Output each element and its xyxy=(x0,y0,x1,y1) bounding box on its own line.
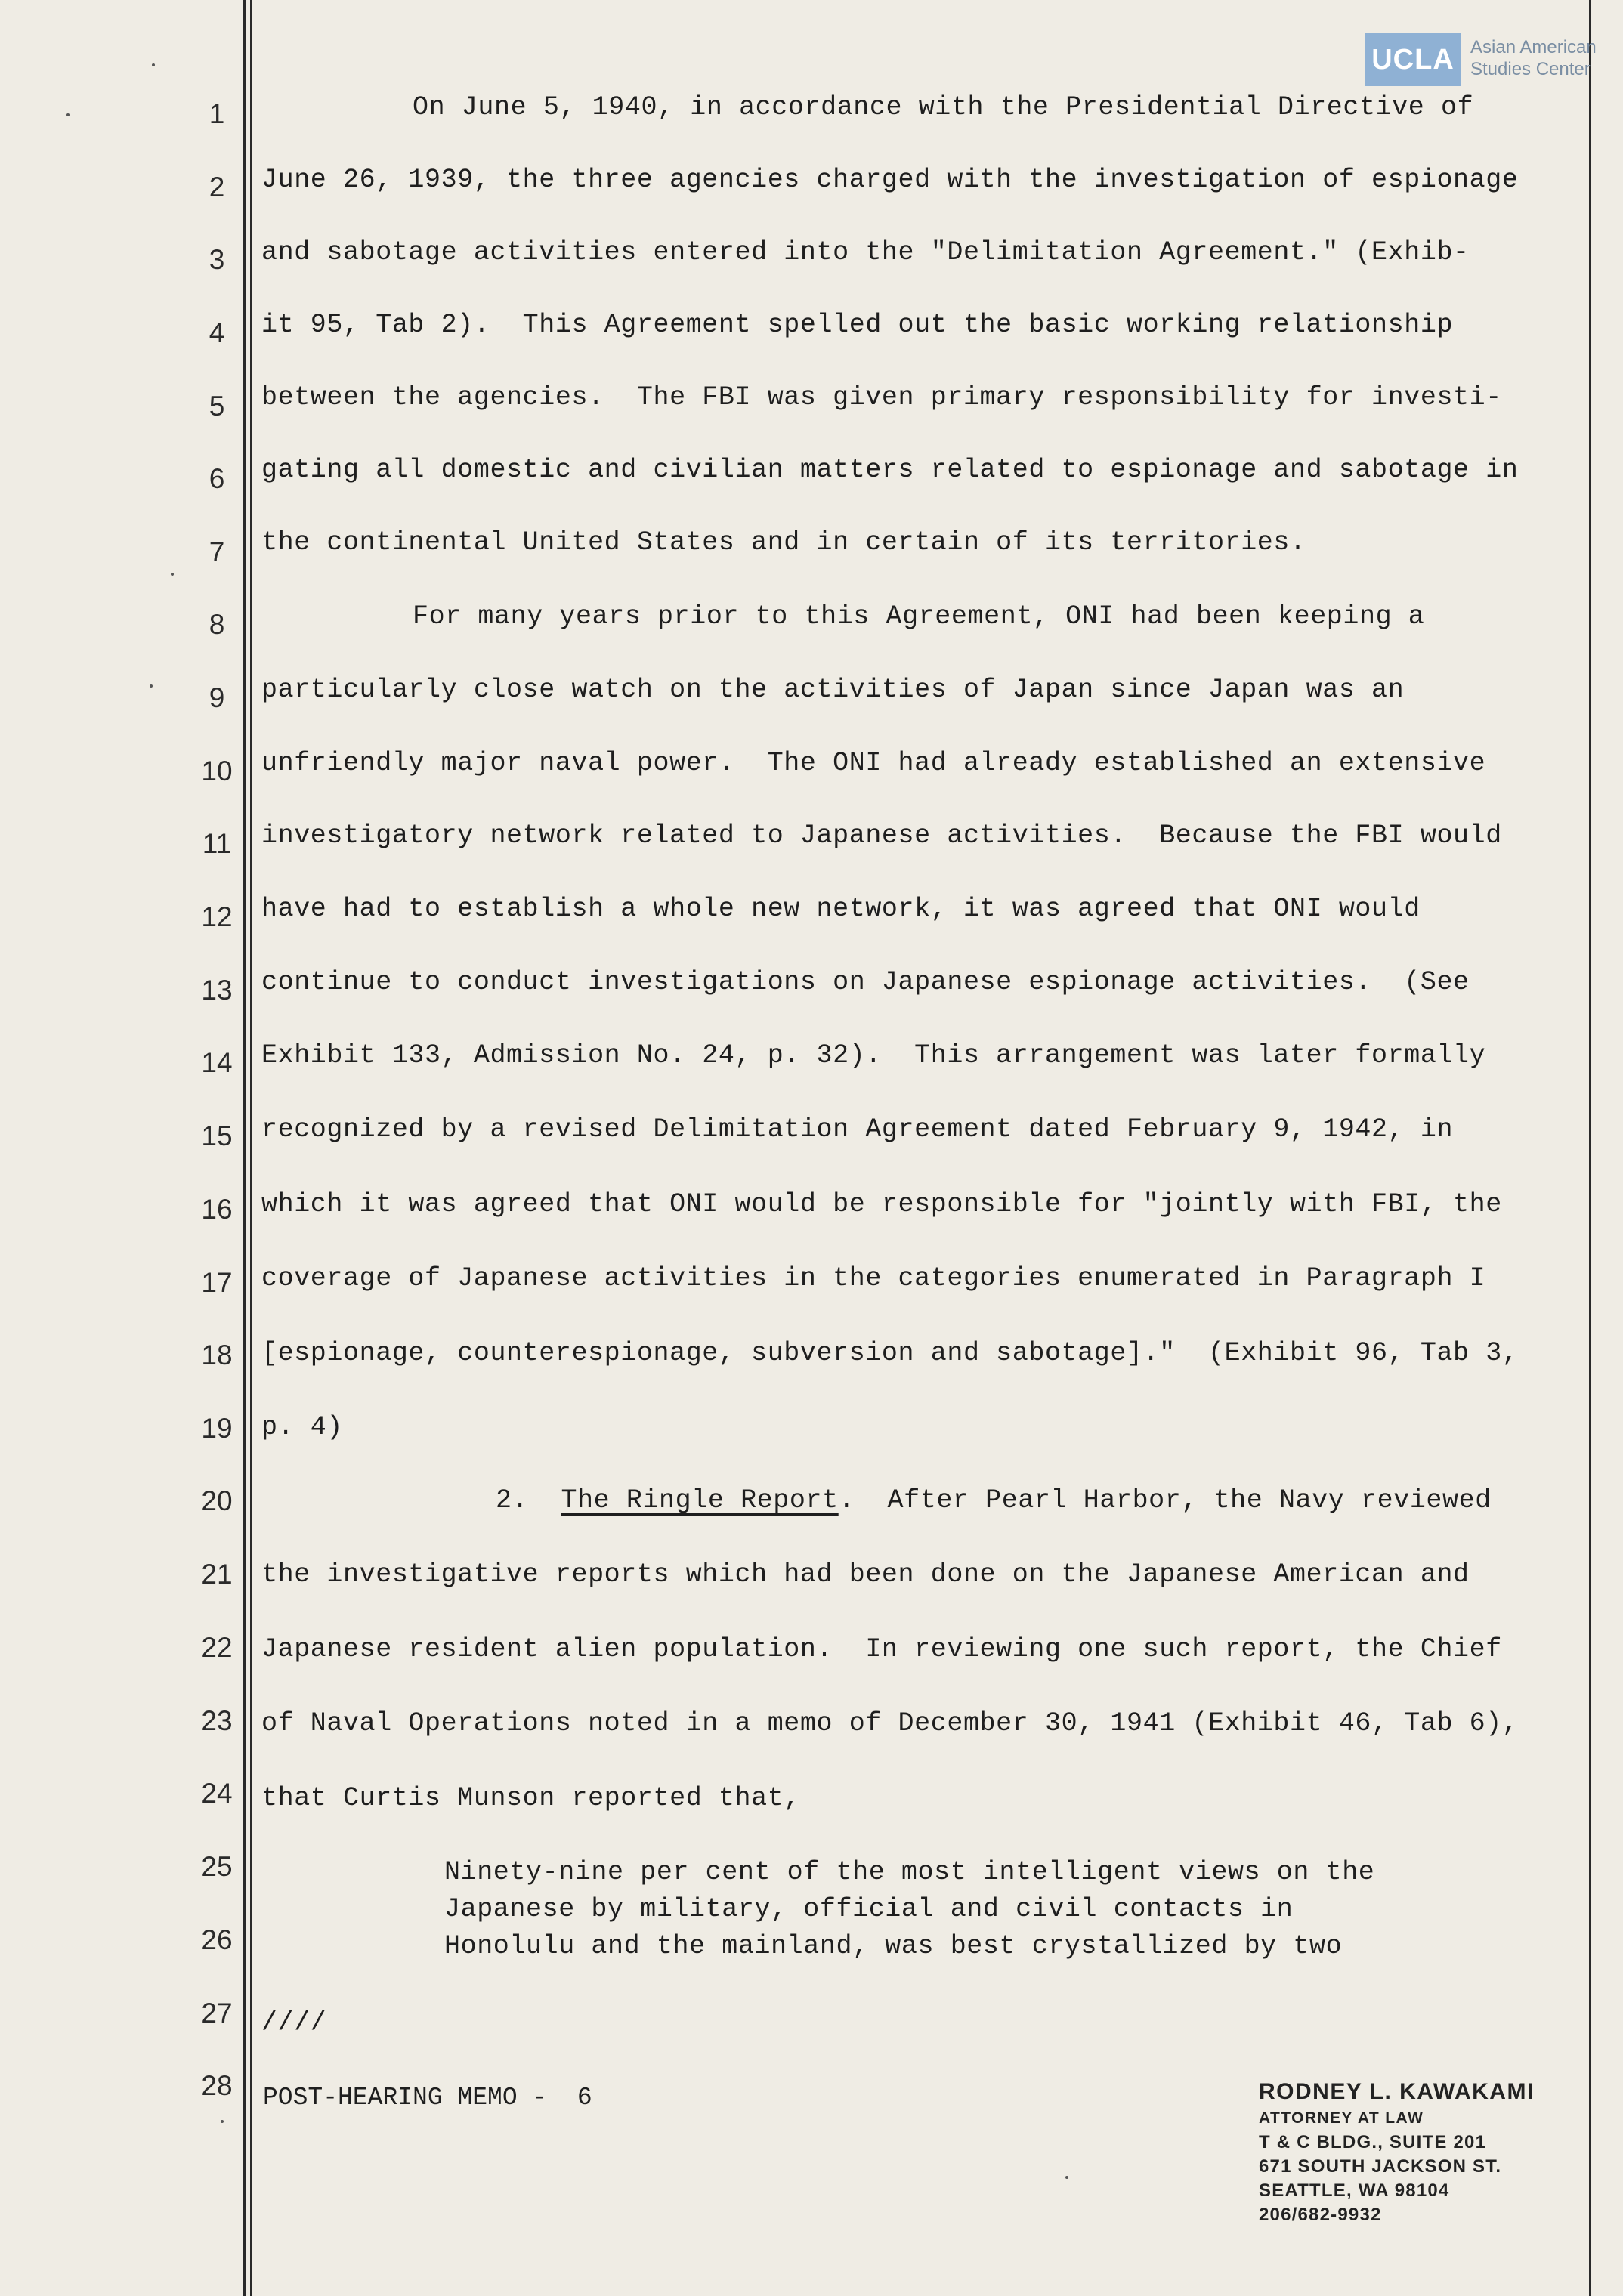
left-margin-rule-outer xyxy=(243,0,246,2296)
line-number: 16 xyxy=(201,1194,233,1225)
body-line: of Naval Operations noted in a memo of December 30, 1941 (Exhibit 46, Tab 6), xyxy=(261,1708,1519,1738)
ucla-aasc-watermark-logo xyxy=(1365,33,1597,86)
body-line: p. 4) xyxy=(261,1412,344,1442)
section-heading-rest: . After Pearl Harbor, the Navy reviewed xyxy=(838,1485,1492,1516)
body-line: have had to establish a whole new network, it was agreed that ONI would xyxy=(261,894,1421,924)
body-line: and sabotage activities entered into the "Delimitation Agreement." (Exhib- xyxy=(261,237,1470,267)
scan-speck xyxy=(171,573,174,576)
line-number: 18 xyxy=(201,1340,233,1370)
line-number: 19 xyxy=(201,1413,233,1444)
line-number: 22 xyxy=(201,1632,233,1663)
line-number: 15 xyxy=(201,1120,233,1151)
line-number: 25 xyxy=(201,1851,233,1882)
body-line: June 26, 1939, the three agencies charged with the investigation of espionage xyxy=(261,165,1519,195)
block-quote-line: Japanese by military, official and civil contacts in xyxy=(444,1894,1294,1924)
block-quote-line: Honolulu and the mainland, was best crystallized by two xyxy=(444,1931,1343,1961)
line-number: 17 xyxy=(201,1267,233,1298)
body-line: investigatory network related to Japanese activities. Because the FBI would xyxy=(261,820,1502,851)
section-number: 2. xyxy=(496,1485,529,1516)
logo-caption-line-2: Studies Center xyxy=(1470,59,1591,79)
line-number: 7 xyxy=(209,536,225,567)
logo-caption xyxy=(1470,36,1599,80)
body-line: coverage of Japanese activities in the categories enumerated in Paragraph I xyxy=(261,1263,1486,1293)
scan-speck xyxy=(152,63,155,66)
line-number: 28 xyxy=(201,2070,233,2101)
address-line: 671 SOUTH JACKSON ST. xyxy=(1259,2156,1502,2177)
body-line: [espionage, counterespionage, subversion and sabotage]." (Exhibit 96, Tab 3, xyxy=(261,1338,1519,1368)
line-number: 10 xyxy=(201,756,233,786)
line-number: 6 xyxy=(209,463,225,494)
attorney-letterhead xyxy=(1259,2079,1535,2227)
ucla-logo-box: UCLA xyxy=(1365,33,1461,86)
attorney-address xyxy=(1259,2131,1535,2227)
line-number: 13 xyxy=(201,975,233,1006)
continuation-mark: //// xyxy=(261,2007,327,2038)
scan-speck xyxy=(150,684,153,688)
attorney-title: ATTORNEY AT LAW xyxy=(1259,2109,1424,2127)
scan-speck xyxy=(66,113,70,116)
right-margin-rule xyxy=(1589,0,1591,2296)
line-number: 5 xyxy=(209,391,225,422)
block-quote-line: Ninety-nine per cent of the most intelligent views on the xyxy=(444,1857,1375,1887)
address-line: 206/682-9932 xyxy=(1259,2205,1382,2225)
body-line: it 95, Tab 2). This Agreement spelled out the basic working relationship xyxy=(261,310,1454,340)
left-margin-rule-inner xyxy=(250,0,252,2296)
section-title: The Ringle Report xyxy=(561,1485,839,1516)
line-number: 27 xyxy=(201,1998,233,2029)
line-number: 8 xyxy=(209,609,225,640)
body-line: For many years prior to this Agreement, ONI had been keeping a xyxy=(413,601,1425,632)
line-number: 26 xyxy=(201,1924,233,1955)
line-number: 24 xyxy=(201,1778,233,1809)
body-line: that Curtis Munson reported that, xyxy=(261,1783,800,1813)
attorney-name: RODNEY L. KAWAKAMI xyxy=(1259,2079,1535,2104)
line-number: 11 xyxy=(202,828,232,859)
scan-speck xyxy=(1065,2176,1068,2179)
line-number: 3 xyxy=(209,244,225,275)
scan-speck xyxy=(221,2120,224,2123)
line-number: 23 xyxy=(201,1705,233,1736)
address-line: SEATTLE, WA 98104 xyxy=(1259,2180,1450,2201)
body-line: which it was agreed that ONI would be responsible for "jointly with FBI, the xyxy=(261,1189,1502,1219)
body-line: between the agencies. The FBI was given primary responsibility for investi- xyxy=(261,382,1502,413)
body-line: recognized by a revised Delimitation Agreement dated February 9, 1942, in xyxy=(261,1114,1454,1145)
line-number: 21 xyxy=(201,1559,233,1590)
body-line: continue to conduct investigations on Japanese espionage activities. (See xyxy=(261,967,1470,997)
body-line: the continental United States and in certain of its territories. xyxy=(261,527,1306,558)
body-line: Exhibit 133, Admission No. 24, p. 32). This arrangement was later formally xyxy=(261,1040,1486,1071)
memo-page-label: POST-HEARING MEMO - 6 xyxy=(263,2084,592,2112)
body-line: gating all domestic and civilian matters related to espionage and sabotage in xyxy=(261,455,1519,485)
line-number: 4 xyxy=(209,317,225,348)
line-number: 1 xyxy=(209,98,225,129)
body-line: unfriendly major naval power. The ONI had already established an extensive xyxy=(261,748,1486,778)
line-number: 2 xyxy=(209,172,225,202)
line-number: 14 xyxy=(201,1047,233,1078)
line-number: 9 xyxy=(209,682,225,713)
address-line: T & C BLDG., SUITE 201 xyxy=(1259,2132,1487,2152)
body-line: Japanese resident alien population. In reviewing one such report, the Chief xyxy=(261,1634,1502,1664)
logo-caption-line-1: Asian American xyxy=(1470,37,1597,57)
body-line: particularly close watch on the activities of Japan since Japan was an xyxy=(261,675,1405,705)
body-line: On June 5, 1940, in accordance with the Presidential Directive of xyxy=(413,92,1474,122)
section-heading-line xyxy=(496,1485,1492,1516)
body-line: the investigative reports which had been done on the Japanese American and xyxy=(261,1559,1470,1590)
line-number: 20 xyxy=(201,1485,233,1516)
line-number: 12 xyxy=(201,901,233,932)
